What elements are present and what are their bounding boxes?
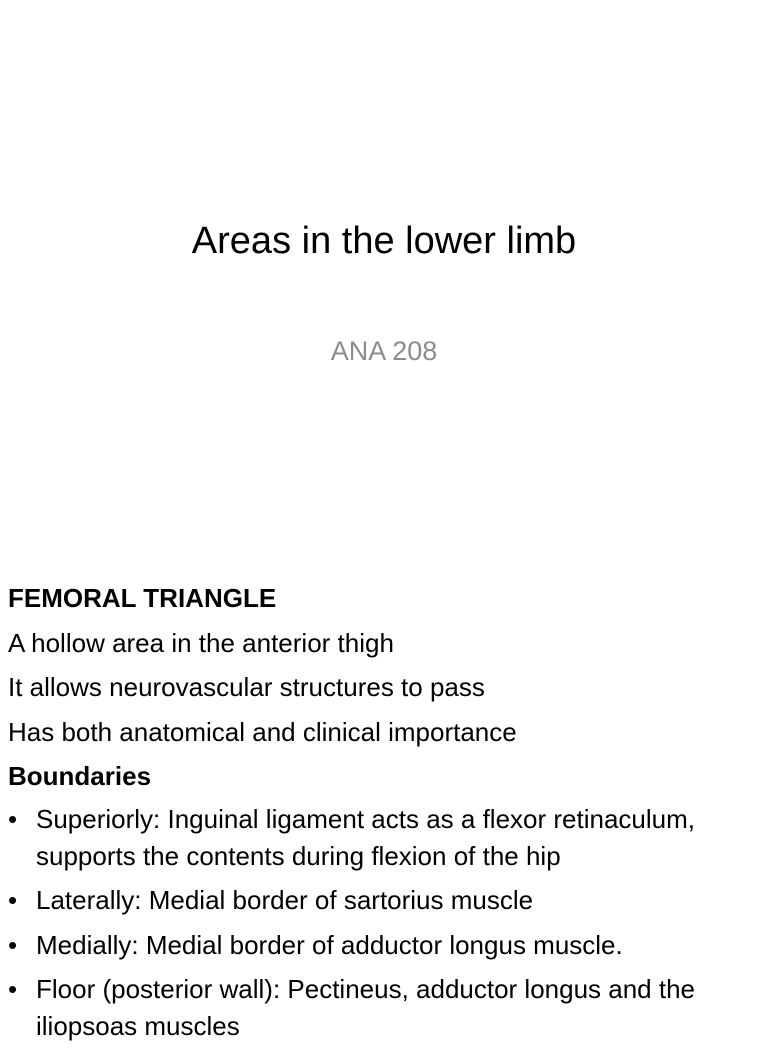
content-slide [0,578,768,1041]
bullet-text: Floor (posterior wall): Pectineus, adductor longus and the iliopsoas muscles [36,974,696,1041]
bullet-text: Laterally: Medial border of sartorius muscle [36,885,534,915]
slide-subtitle: ANA 208 [330,336,438,366]
body-line: A hollow area in the anterior thigh [8,627,394,658]
bullet-item-laterally [8,882,760,919]
bullet-icon: • [8,929,18,960]
body-line: Has both anatomical and clinical importance [8,716,517,747]
bullet-icon: • [8,803,18,834]
bullet-item-medially [8,927,760,964]
slide-body [8,578,760,1053]
bullet-item-floor [8,971,760,1045]
bullet-text: Superiorly: Inguinal ligament acts as a flexor retinaculum, supports the contents during flexion of the hip [36,803,695,871]
bullet-item-superiorly [8,801,760,875]
boundaries-list [8,801,760,1046]
body-line: It allows neurovascular structures to pass [8,672,485,702]
bullet-icon: • [8,885,18,915]
bullet-text: Medially: Medial border of adductor longus muscle. [36,929,623,960]
slide-title: Areas in the lower limb [191,220,577,262]
boundaries-heading: Boundaries [8,761,152,791]
section-heading: FEMORAL TRIANGLE [8,583,277,613]
bullet-icon: • [8,974,18,1004]
